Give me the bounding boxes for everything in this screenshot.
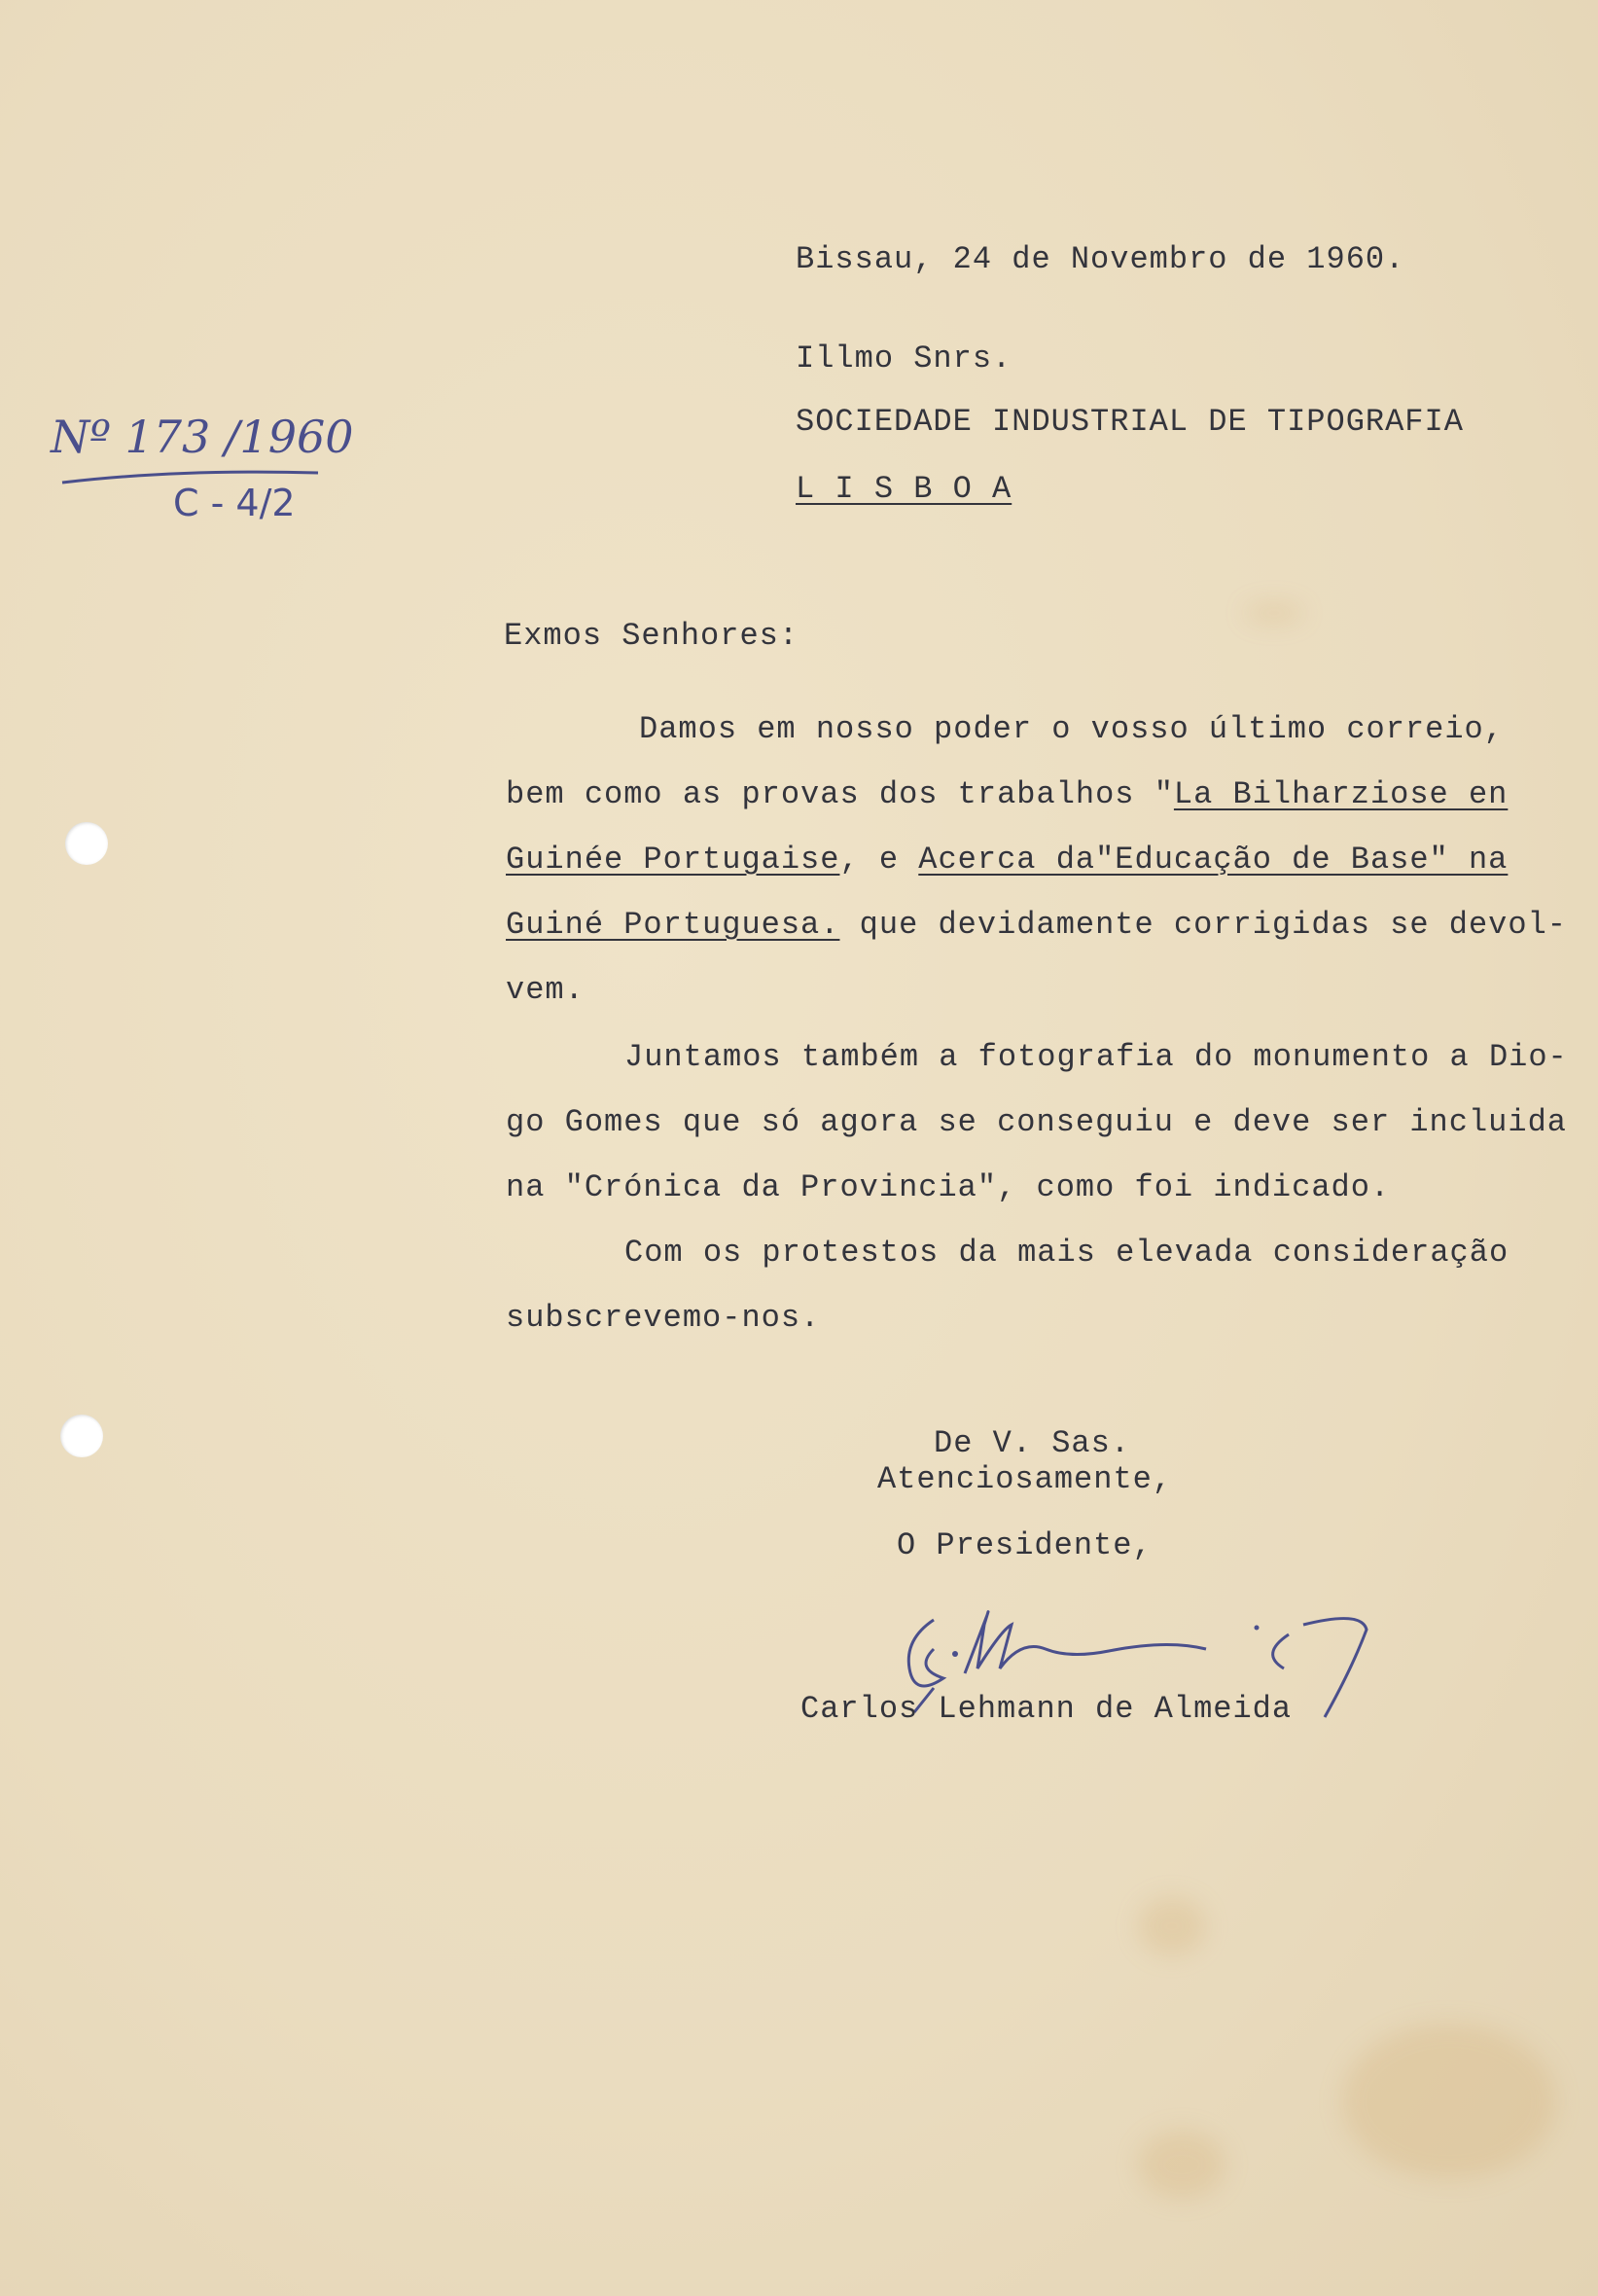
body-line: Juntamos também a fotografia do monumento a Dio-	[624, 1039, 1568, 1075]
body-line: subscrevemo-nos.	[506, 1300, 821, 1336]
title-guine-portuguesa: Guiné Portuguesa.	[506, 907, 840, 943]
paragraph-2	[506, 1024, 1568, 1220]
stain-mark	[1342, 2024, 1556, 2179]
reference-number: Nº 173 /1960	[51, 411, 354, 463]
body-line: go Gomes que só agora se conseguiu e deve ser incluida	[506, 1104, 1567, 1140]
body-line: Com os protestos da mais elevada consideração	[624, 1235, 1509, 1271]
body-line: Guiné Portuguesa. que devidamente corrigidas se devol-	[506, 907, 1567, 943]
stain-mark	[1138, 2131, 1225, 2199]
closing-title: O Presidente,	[897, 1527, 1153, 1563]
title-educacao-de-base: Acerca da"Educação de Base" na	[918, 842, 1509, 878]
paragraph-1	[506, 697, 1567, 1022]
body-line: Guinée Portugaise, e Acerca da"Educação de Base" na	[506, 842, 1509, 878]
body-line: Damos em nosso poder o vosso último correio,	[639, 711, 1504, 747]
stain-mark	[1138, 1897, 1206, 1955]
title-la-bilharziose: La Bilharziose en	[1173, 776, 1509, 812]
title-guinee-portugaise: Guinée Portugaise	[506, 842, 840, 878]
body-line: na "Crónica da Provincia", como foi indicado.	[506, 1169, 1391, 1205]
greeting: Exmos Senhores:	[504, 618, 799, 654]
signatory-name: Carlos Lehmann de Almeida	[800, 1691, 1293, 1727]
closing-regards: Atenciosamente,	[877, 1461, 1173, 1497]
body-line: vem.	[506, 972, 585, 1008]
addressee-salutation: Illmo Snrs.	[796, 341, 1012, 377]
punch-hole	[60, 1415, 103, 1457]
closing-courtesy: De V. Sas.	[934, 1425, 1131, 1461]
body-line: bem como as provas dos trabalhos "La Bilharziose en	[506, 776, 1509, 812]
city-name: L I S B O A	[796, 471, 1012, 507]
stain-mark	[1245, 603, 1303, 623]
date-line: Bissau, 24 de Novembro de 1960.	[796, 241, 1405, 277]
punch-hole	[65, 822, 108, 865]
reference-code: C - 4/2	[173, 482, 296, 524]
paragraph-3	[506, 1220, 1509, 1350]
company-name: SOCIEDADE INDUSTRIAL DE TIPOGRAFIA	[796, 404, 1464, 440]
